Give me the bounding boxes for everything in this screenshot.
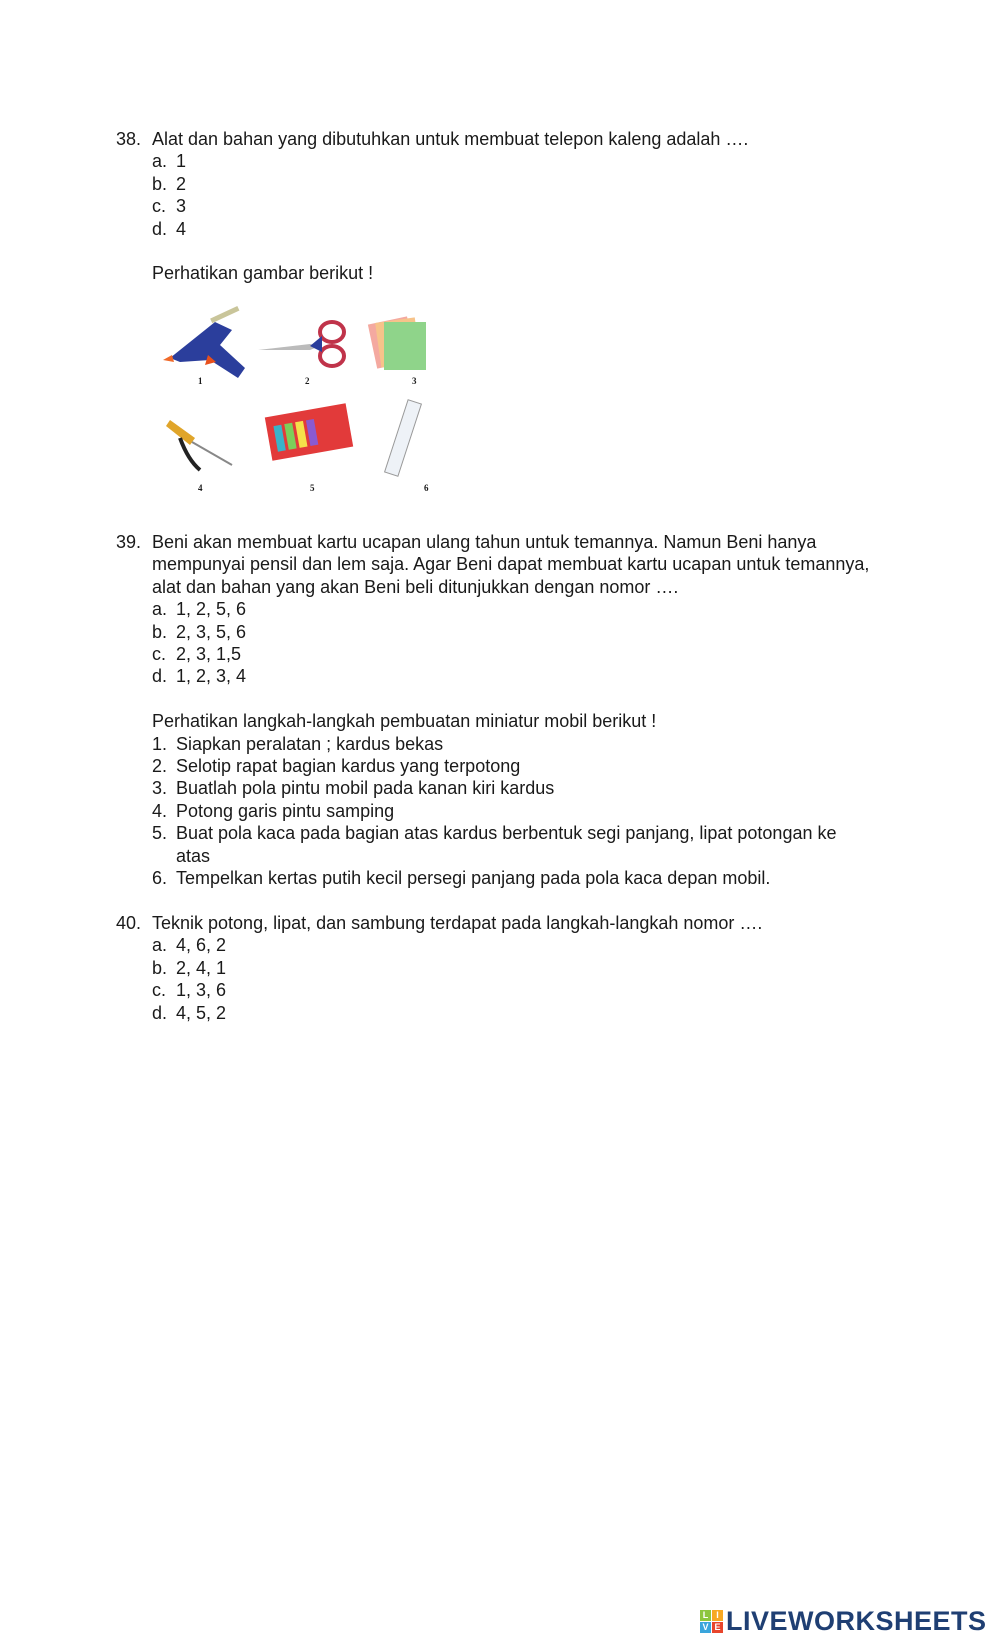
soldering-iron-image [166,420,232,470]
step-4: 4. Potong garis pintu samping [152,800,395,821]
step-5: 5. Buat pola kaca pada bagian atas kardus berbentuk segi panjang, lipat potongan ke atas [152,823,837,866]
tools-figure [160,300,460,520]
ruler-image [385,400,422,477]
step-3: 3. Buatlah pola pintu mobil pada kanan kiri kardus [152,778,555,799]
question-38 [116,128,896,285]
option-d[interactable]: d. 1, 2, 3, 4 [152,666,247,687]
option-c[interactable]: c. 2, 3, 1,5 [152,644,242,665]
option-b[interactable]: b. 2 [152,173,187,194]
figure-intro: Perhatikan gambar berikut ! [152,263,374,284]
option-a[interactable]: a. 4, 6, 2 [152,935,227,956]
option-b[interactable]: b. 2, 3, 5, 6 [152,621,247,642]
caption-1: 1 [198,376,203,386]
caption-3: 3 [412,376,417,386]
step-1: 1. Siapkan peralatan ; kardus bekas [152,733,444,754]
question-text: Teknik potong, lipat, dan sambung terdapat pada langkah-langkah nomor …. [152,912,763,933]
steps-intro: Perhatikan langkah-langkah pembuatan miniatur mobil berikut ! [152,711,657,732]
live-blocks-icon: L I V E [700,1610,723,1633]
question-number: 40. [116,912,142,933]
option-c[interactable]: c. 3 [152,196,187,217]
caption-2: 2 [305,376,310,386]
caption-4: 4 [198,483,203,493]
liveworksheets-logo [700,1606,987,1637]
caption-5: 5 [310,483,315,493]
question-39 [116,531,896,1024]
option-a[interactable]: a. 1, 2, 5, 6 [152,599,247,620]
option-a[interactable]: a. 1 [152,151,187,172]
colored-paper-image [368,316,426,370]
question-text: Beni akan membuat kartu ucapan ulang tahun untuk temannya. Namun Beni hanya mempunyai pensil dan lem saja. Agar Beni dapat membuat kartu ucapan untuk temannya, alat dan bahan yang akan Beni beli ditunjukkan dengan nomor …. [152,532,870,597]
question-40 [116,912,896,934]
option-b[interactable]: b. 2, 4, 1 [152,957,227,978]
option-c[interactable]: c. 1, 3, 6 [152,980,227,1001]
question-text: Alat dan bahan yang dibutuhkan untuk membuat telepon kaleng adalah …. [152,129,749,149]
glue-gun-image [163,306,245,378]
caption-6: 6 [424,483,429,493]
option-d[interactable]: d. 4, 5, 2 [152,1002,227,1023]
option-d[interactable]: d. 4 [152,218,187,239]
question-number: 39. [116,532,142,552]
crayon-box-image [265,403,353,461]
scissors-image [258,322,344,366]
logo-text: LIVEWORKSHEETS [726,1606,987,1636]
step-6: 6. Tempelkan kertas putih kecil persegi panjang pada pola kaca depan mobil. [152,868,771,889]
step-2: 2. Selotip rapat bagian kardus yang terpotong [152,756,521,777]
question-number: 38. [116,129,142,149]
